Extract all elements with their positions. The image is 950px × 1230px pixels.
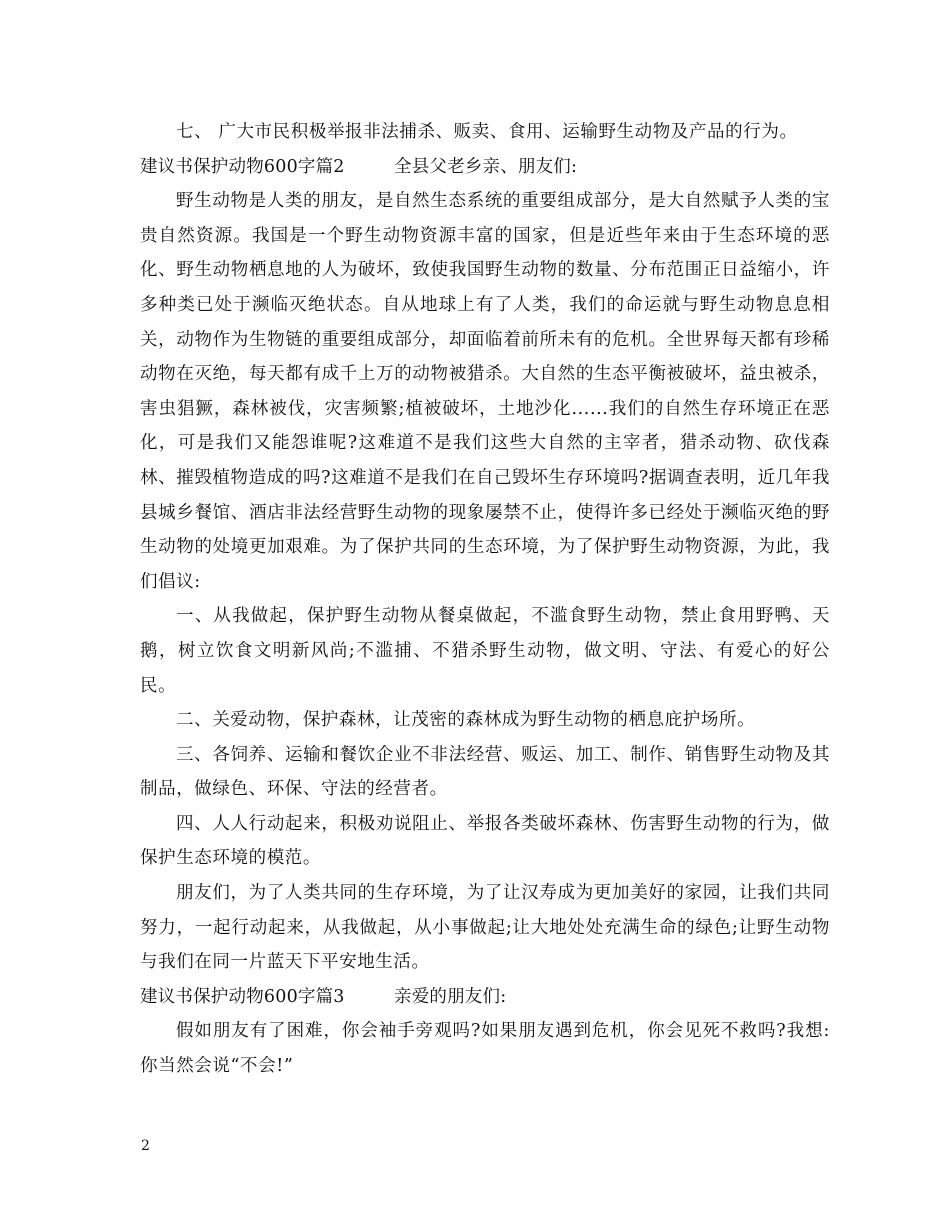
paragraph-proposal-3: 三、各饲养、运输和餐饮企业不非法经营、贩运、加工、制作、销售野生动物及其制品，做绿色、环保、守法的经营者。	[140, 744, 830, 800]
paragraph-proposal-4: 四、人人行动起来，积极劝说阻止、举报各类破坏森林、伤害野生动物的行为，做保护生态环境的模范。	[140, 813, 830, 869]
section-greeting: 全县父老乡亲、朋友们:	[394, 156, 578, 177]
paragraph-intro: 野生动物是人类的朋友，是自然生态系统的重要组成部分，是大自然赋予人类的宝贵自然资源。我国是一个野生动物资源丰富的国家，但是近些年来由于生态环境的恶化、野生动物栖息地的人为破坏，致使我国野生动物的数量、分布范围正日益缩小，许多种类已处于濒临灭绝状态。自从地球上有了人类，我们的命运就与野生动物息息相关，动物作为生物链的重要组成部分，却面临着前所未有的危机。全世界每天都有珍稀动物在灭绝，每天都有成千上万的动物被猎杀。大自然的生态平衡被破坏，益虫被杀，害虫猖獗，森林被伐，灾害频繁;植被破坏，土地沙化......我们的自然生存环境正在恶化，可是我们又能怨谁呢?这难道不是我们这些大自然的主宰者，猎杀动物、砍伐森林、摧毁植物造成的吗?这难道不是我们在自己毁坏生存环境吗?据调查表明，近几年我县城乡餐馆、酒店非法经营野生动物的现象屡禁不止，使得许多已经处于濒临灭绝的野生动物的处境更加艰难。为了保护共同的生态环境，为了保护野生动物资源，为此，我们倡议:	[140, 191, 830, 592]
paragraph-proposal-2: 二、关爱动物，保护森林，让茂密的森林成为野生动物的栖息庇护场所。	[176, 710, 756, 731]
document-body	[140, 115, 830, 1084]
section-title: 建议书保护动物600字篇2	[140, 156, 345, 177]
section-heading-3	[140, 980, 830, 1015]
section-greeting: 亲爱的朋友们:	[394, 986, 507, 1007]
page-number: 2	[141, 1138, 150, 1154]
section-heading-2	[140, 150, 830, 185]
paragraph-proposal-1: 一、从我做起，保护野生动物从餐桌做起，不滥食野生动物，禁止食用野鸭、天鹅，树立饮食文明新风尚;不滥捕、不猎杀野生动物，做文明、守法、有爱心的好公民。	[140, 606, 830, 696]
paragraph-item-7: 七、 广大市民积极举报非法捕杀、贩卖、食用、运输野生动物及产品的行为。	[176, 122, 798, 142]
paragraph-opening: 假如朋友有了困难，你会袖手旁观吗?如果朋友遇到危机，你会见死不救吗?我想:你当然会说“不会!”	[140, 1021, 830, 1077]
paragraph-closing: 朋友们，为了人类共同的生存环境，为了让汉寿成为更加美好的家园，让我们共同努力，一起行动起来，从我做起，从小事做起;让大地处处充满生命的绿色;让野生动物与我们在同一片蓝天下平安地生活。	[140, 883, 830, 973]
section-title: 建议书保护动物600字篇3	[140, 986, 345, 1007]
